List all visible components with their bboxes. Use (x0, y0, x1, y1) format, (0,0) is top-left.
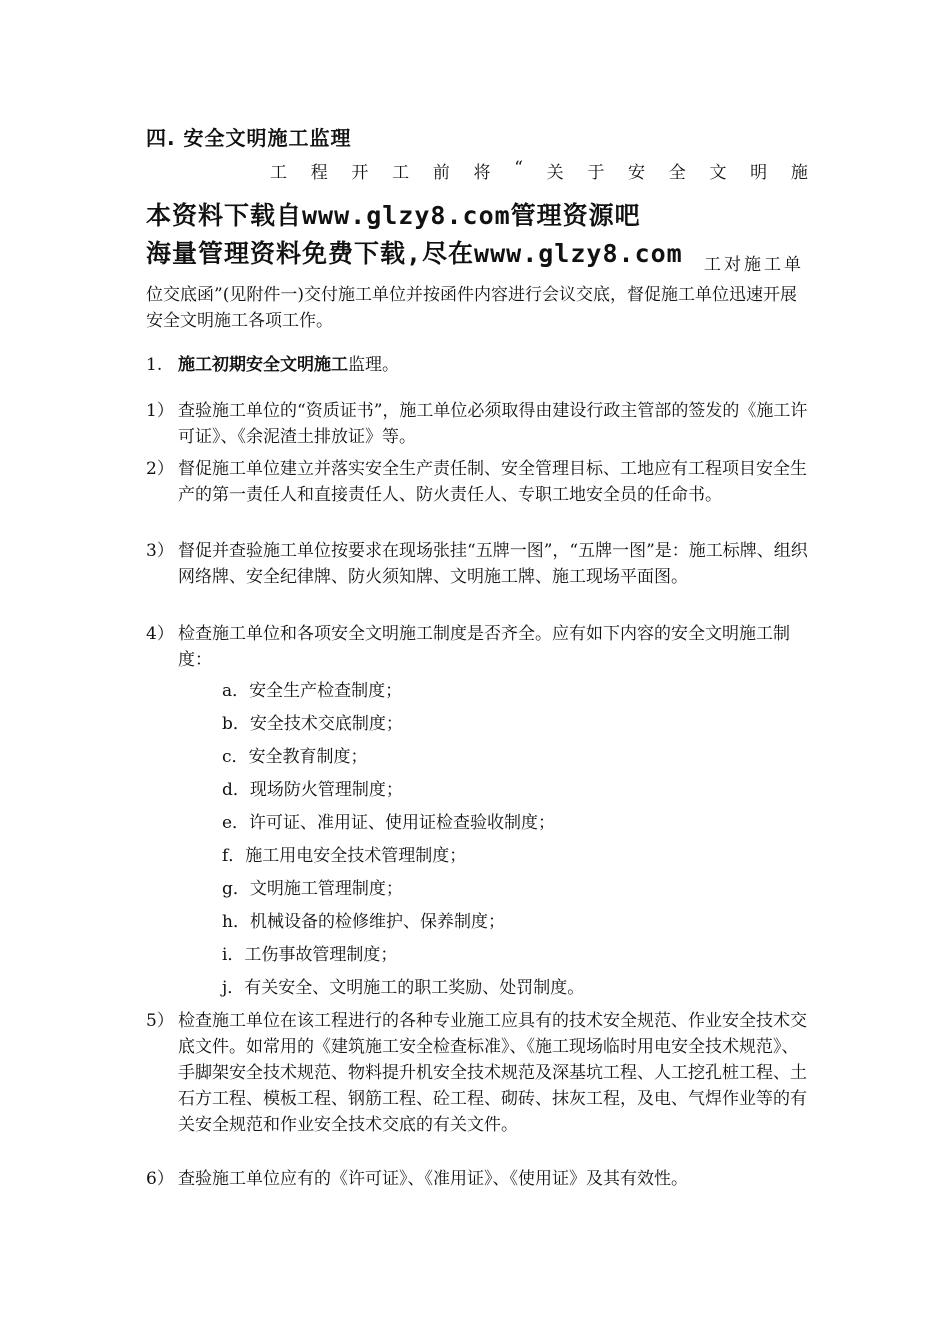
spaced-char: 工 (392, 163, 410, 183)
section-number: 1. (146, 355, 163, 375)
spaced-char: 将 (473, 163, 491, 183)
spaced-char: 工 (270, 163, 287, 183)
list-marker: 5） (146, 1011, 174, 1031)
list-marker: 3） (146, 541, 174, 561)
watermark-line-1: 本资料下载自www.glzy8.com管理资源吧 (146, 201, 641, 230)
spaced-char: 程 (310, 163, 328, 183)
spaced-char: 文 (709, 163, 727, 183)
list-marker: 6） (146, 1169, 174, 1189)
sub-list-item: i．工伤事故管理制度； (222, 945, 398, 965)
list-text: 检查施工单位在该工程进行的各种专业施工应具有的技术安全规范、作业安全技术交底文件。如常用的《建筑施工安全检查标准》、《施工现场临时用电安全技术规范》、手脚架安全技术规范、物料提升机安全技术规范及深基坑工程、人工挖孔桩工程、土石方工程、模板工程、钢筋工程、砼工程、砌砖、抹灰工程，及电、气焊作业等的有关安全规范和作业安全技术交底的有关文件。 (178, 1011, 807, 1135)
sub-list-item: e．许可证、准用证、使用证检查验收制度； (222, 813, 556, 833)
list-item (146, 1166, 812, 1192)
spaced-text-line (270, 158, 808, 183)
spaced-char: “ (514, 158, 523, 178)
list-text: 查验施工单位的“资质证书”，施工单位必须取得由建设行政主管部的签发的《施工许可证》、《余泥渣土排放证》等。 (178, 401, 808, 447)
list-marker: 1） (146, 401, 174, 421)
spaced-char: 前 (432, 163, 450, 183)
sub-list-item: a．安全生产检查制度； (222, 681, 403, 701)
list-item (146, 456, 812, 508)
section-1-title (146, 352, 399, 378)
sub-list-item: j．有关安全、文明施工的职工奖励、处罚制度。 (222, 978, 585, 998)
sub-list-item: g．文明施工管理制度； (222, 879, 403, 899)
sub-list-item: c．安全教育制度； (222, 747, 368, 767)
spaced-char: 全 (668, 163, 686, 183)
list-text: 查验施工单位应有的《许可证》、《准用证》、《使用证》及其有效性。 (178, 1169, 688, 1189)
list-item (146, 398, 812, 450)
section-title-rest: 监理。 (348, 355, 399, 375)
sub-list-item: f．施工用电安全技术管理制度； (222, 846, 467, 866)
continued-text: 工对施工单 (704, 255, 804, 275)
watermark-line-2: 海量管理资料免费下载,尽在www.glzy8.com (146, 239, 683, 268)
list-item (146, 1008, 812, 1138)
spaced-char: 于 (587, 163, 605, 183)
spaced-char: 安 (628, 163, 646, 183)
list-marker: 4） (146, 624, 174, 644)
section-title-bold: 施工初期安全文明施工 (178, 355, 348, 375)
sub-list-item: d．现场防火管理制度； (222, 780, 403, 800)
section-heading: 四. 安全文明施工监理 (146, 126, 352, 150)
spaced-char: 开 (351, 163, 369, 183)
list-text: 督促施工单位建立并落实安全生产责任制、安全管理目标、工地应有工程项目安全生产的第一责任人和直接责任人、防火责任人、专职工地安全员的任命书。 (178, 459, 807, 505)
list-item (146, 621, 812, 673)
list-item (146, 538, 812, 590)
intro-paragraph: 位交底函”(见附件一)交付施工单位并按函件内容进行会议交底，督促施工单位迅速开展安全文明施工各项工作。 (146, 285, 797, 331)
list-text: 督促并查验施工单位按要求在现场张挂“五牌一图”，“五牌一图”是：施工标牌、组织网络牌、安全纪律牌、防火须知牌、文明施工牌、施工现场平面图。 (178, 541, 808, 587)
list-marker: 2） (146, 459, 174, 479)
sub-list-item: b．安全技术交底制度； (222, 714, 403, 734)
list-text: 检查施工单位和各项安全文明施工制度是否齐全。应有如下内容的安全文明施工制度： (178, 624, 790, 670)
spaced-char: 明 (750, 163, 768, 183)
spaced-char: 施 (790, 163, 808, 183)
sub-list-item: h．机械设备的检修维护、保养制度； (222, 912, 505, 932)
spaced-char: 关 (546, 163, 564, 183)
